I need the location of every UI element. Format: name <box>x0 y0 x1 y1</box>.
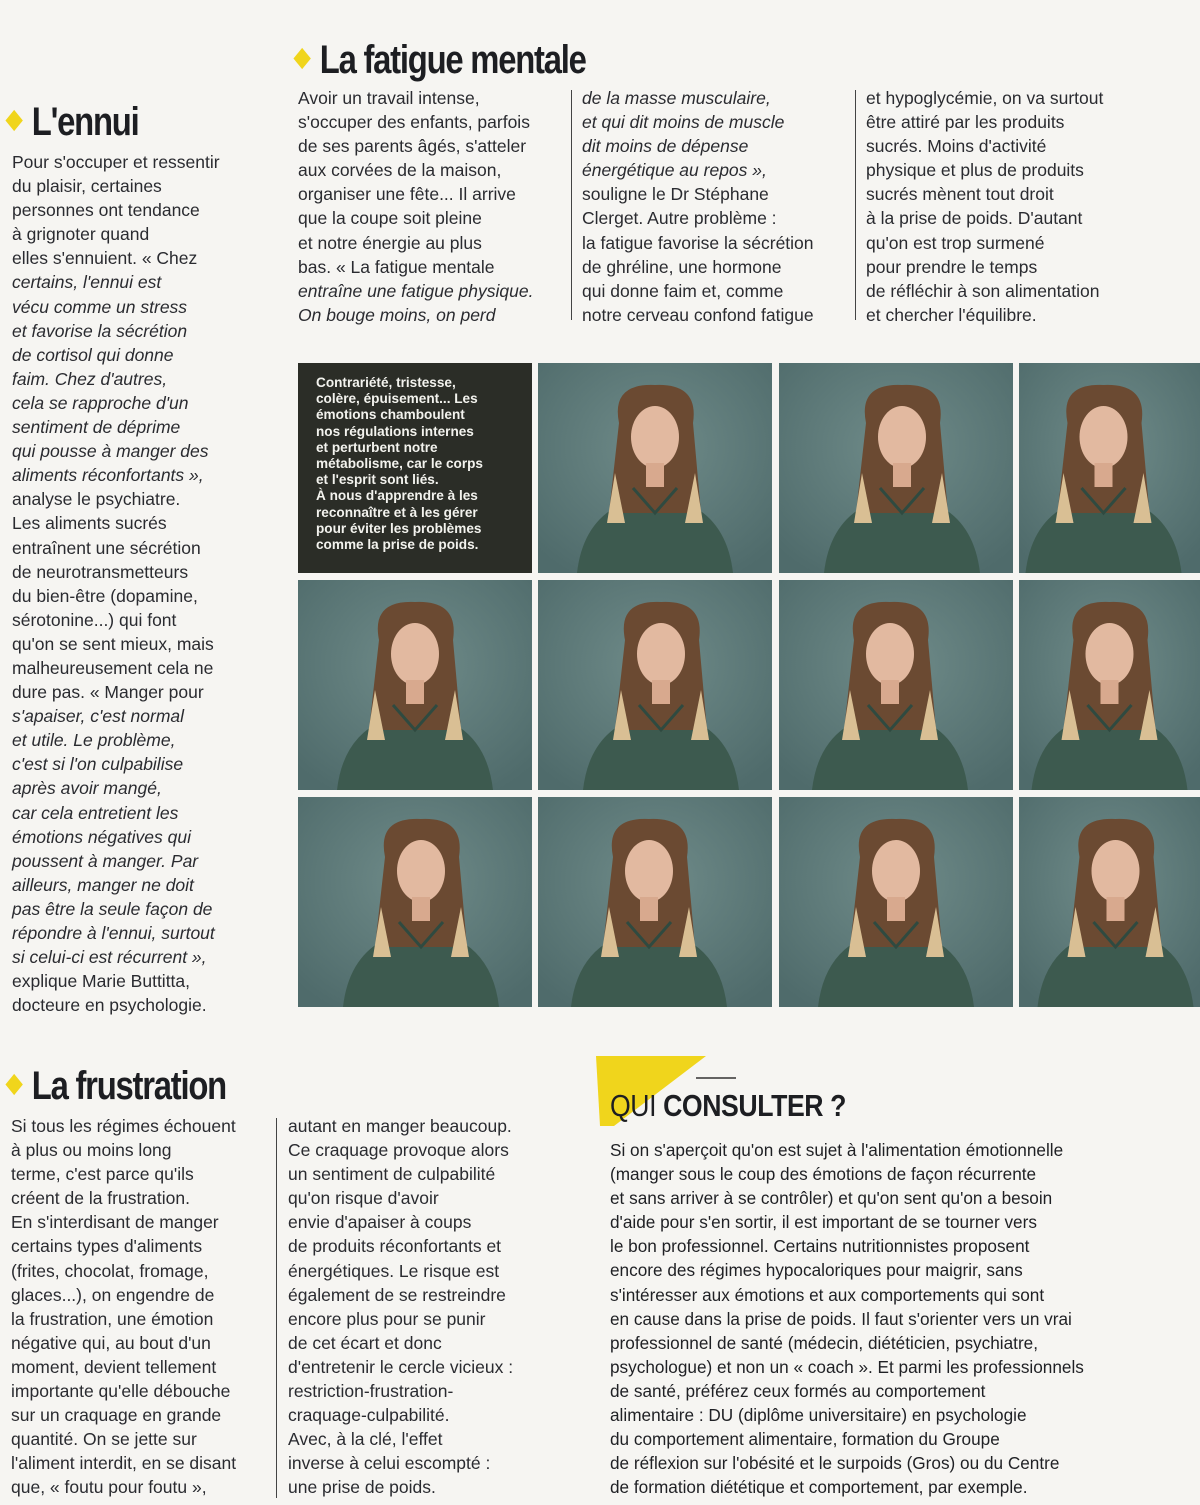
text-line: Si on s'aperçoit qu'on est sujet à l'alimentation émotionnelle <box>610 1140 1064 1160</box>
text-line: notre cerveau confond fatigue <box>582 304 814 325</box>
frustration-text-col2 <box>288 1114 513 1500</box>
text-line: Pour s'occuper et ressentir <box>12 152 220 172</box>
text-line: autant en manger beaucoup. <box>288 1116 512 1136</box>
text-line: Les aliments sucrés <box>12 513 167 534</box>
text-line: certains types d'aliments <box>11 1236 203 1257</box>
text-line: vécu comme un stress <box>12 296 188 317</box>
text-line: entraînent une sécrétion <box>12 537 201 558</box>
text-line: s'apaiser, c'est normal <box>12 706 185 727</box>
text-line: explique Marie Buttitta, <box>12 971 191 992</box>
text-line: qui pousse à manger des <box>12 441 209 462</box>
text-line: et sans arriver à se contrôler) et qu'on sent qu'on a besoin <box>610 1188 1053 1209</box>
text-line: la frustration, une émotion <box>11 1308 214 1329</box>
woman-portrait-photo <box>538 363 772 573</box>
woman-portrait-photo <box>1019 363 1200 573</box>
text-line: dit moins de dépense <box>582 136 749 157</box>
text-line: d'entretenir le cercle vicieux : <box>288 1356 514 1377</box>
text-line: sucrés mènent tout droit <box>866 184 1054 205</box>
text-line: la fatigue favorise la sécrétion <box>582 232 814 253</box>
caption-line: À nous d'apprendre à les <box>316 488 478 504</box>
text-line: négative qui, au bout d'un <box>11 1332 211 1353</box>
photo-caption <box>298 363 532 573</box>
diamond-bullet-icon <box>5 110 22 131</box>
caption-line: comme la prise de poids. <box>316 537 479 553</box>
text-line: car cela entretient les <box>12 802 179 823</box>
text-line: Avec, à la clé, l'effet <box>288 1429 443 1450</box>
caption-line: émotions chamboulent <box>316 407 465 423</box>
text-line: importante qu'elle débouche <box>11 1381 231 1402</box>
text-line: craquage-culpabilité. <box>288 1405 450 1426</box>
text-line: à la prise de poids. D'autant <box>866 208 1083 229</box>
fatigue-text-col3 <box>866 86 1103 327</box>
woman-portrait-photo <box>538 580 772 790</box>
text-line: et qui dit moins de muscle <box>582 112 785 133</box>
column-divider <box>276 1118 277 1498</box>
text-line: une prise de poids. <box>288 1477 436 1498</box>
text-line: d'aide pour s'en sortir, il est important de se tourner vers <box>610 1212 1037 1233</box>
text-line: entraîne une fatigue physique. <box>298 280 534 301</box>
text-line: qu'on risque d'avoir <box>288 1188 439 1209</box>
text-line: moment, devient tellement <box>11 1356 217 1377</box>
text-line: émotions négatives qui <box>12 826 191 847</box>
text-line: qu'on se sent mieux, mais <box>12 633 214 654</box>
caption-line: métabolisme, car le corps <box>316 456 483 472</box>
woman-portrait-photo <box>1019 580 1200 790</box>
text-line: s'occuper des enfants, parfois <box>298 112 530 133</box>
text-line: certains, l'ennui est <box>12 272 162 293</box>
text-line: sucrés. Moins d'activité <box>866 136 1047 157</box>
text-line: de cet écart et donc <box>288 1332 442 1353</box>
text-line: que, « foutu pour foutu », <box>11 1477 207 1498</box>
fatigue-text-col1 <box>298 86 533 327</box>
text-line: On bouge moins, on perd <box>298 304 496 325</box>
text-line: à grignoter quand <box>12 224 150 245</box>
text-line: de la masse musculaire, <box>582 88 771 108</box>
text-line: de cortisol qui donne <box>12 344 174 365</box>
text-line: c'est si l'on culpabilise <box>12 754 184 775</box>
text-line: si celui-ci est récurrent », <box>12 947 207 968</box>
text-line: que la coupe soit pleine <box>298 208 482 229</box>
text-line: de santé, préférez ceux formés au comportement <box>610 1380 986 1401</box>
diamond-bullet-icon <box>293 48 310 69</box>
fatigue-text-col2 <box>582 86 814 327</box>
text-line: qui donne faim et, comme <box>582 280 784 301</box>
text-line: Avoir un travail intense, <box>298 88 480 108</box>
text-line: sentiment de déprime <box>12 417 181 438</box>
caption-line: colère, épuisement... Les <box>316 391 478 407</box>
text-line: analyse le psychiatre. <box>12 489 181 510</box>
text-line: aux corvées de la maison, <box>298 160 502 181</box>
text-line: pas être la seule façon de <box>12 898 213 919</box>
text-line: de ghréline, une hormone <box>582 256 782 277</box>
text-line: et hypoglycémie, on va surtout <box>866 88 1104 108</box>
text-line: malheureusement cela ne <box>12 657 214 678</box>
text-line: encore plus pour se punir <box>288 1308 486 1329</box>
text-line: inverse à celui escompté : <box>288 1453 491 1474</box>
text-line: du comportement alimentaire, formation du Groupe <box>610 1429 1000 1450</box>
text-line: et chercher l'équilibre. <box>866 304 1037 325</box>
text-line: souligne le Dr Stéphane <box>582 184 769 205</box>
text-line: du bien-être (dopamine, <box>12 585 198 606</box>
consult-title: QUI CONSULTER ? <box>610 1088 846 1123</box>
text-line: glaces...), on engendre de <box>11 1284 215 1305</box>
text-line: énergétiques. Le risque est <box>288 1260 500 1281</box>
text-line: professionnel de santé (médecin, diététicien, psychiatre, <box>610 1332 1039 1353</box>
text-line: à plus ou moins long <box>11 1140 172 1161</box>
text-line: docteure en psychologie. <box>12 995 207 1016</box>
text-line: personnes ont tendance <box>12 200 200 221</box>
heading-ennui: L'ennui <box>8 100 138 145</box>
text-line: cela se rapproche d'un <box>12 392 189 413</box>
text-line: créent de la frustration. <box>11 1188 190 1209</box>
caption-line: et perturbent notre <box>316 439 438 455</box>
text-line: de produits réconfortants et <box>288 1236 502 1257</box>
text-line: Clerget. Autre problème : <box>582 208 777 229</box>
text-line: également de se restreindre <box>288 1284 506 1305</box>
text-line: qu'on est trop surmené <box>866 232 1045 253</box>
text-line: Si tous les régimes échouent <box>11 1116 236 1136</box>
text-line: de neurotransmetteurs <box>12 561 189 582</box>
text-line: quantité. On se jette sur <box>11 1429 197 1450</box>
ennui-text <box>12 150 220 1017</box>
text-line: aliments réconfortants », <box>12 465 204 486</box>
text-line: et utile. Le problème, <box>12 730 176 751</box>
text-line: le bon professionnel. Certains nutritionnistes proposent <box>610 1236 1030 1257</box>
text-line: en cause dans la prise de poids. Il faut s'orienter vers un vrai <box>610 1308 1072 1329</box>
text-line: de ses parents âgés, s'atteler <box>298 136 527 157</box>
text-line: être attiré par les produits <box>866 112 1065 133</box>
text-line: de réfléchir à son alimentation <box>866 280 1100 301</box>
text-line: (frites, chocolat, fromage, <box>11 1260 209 1281</box>
text-line: poussent à manger. Par <box>12 850 199 871</box>
text-line: restriction-frustration- <box>288 1381 454 1402</box>
text-line: physique et plus de produits <box>866 160 1084 181</box>
text-line: un sentiment de culpabilité <box>288 1164 496 1185</box>
consult-text <box>610 1138 1084 1499</box>
text-line: et favorise la sécrétion <box>12 320 188 341</box>
text-line: sérotonine...) qui font <box>12 609 177 630</box>
caption-line: reconnaître et à les gérer <box>316 504 478 520</box>
text-line: de formation diététique et comportement, par exemple. <box>610 1477 1028 1498</box>
text-line: alimentaire : DU (diplôme universitaire) en psychologie <box>610 1405 1027 1426</box>
caption-line: et l'esprit sont liés. <box>316 472 439 488</box>
text-line: du plaisir, certaines <box>12 176 162 197</box>
text-line: l'aliment interdit, en se disant <box>11 1453 237 1474</box>
text-line: pour prendre le temps <box>866 256 1038 277</box>
text-line: de réflexion sur l'obésité et le surpoids (Gros) ou du Centre <box>610 1453 1060 1474</box>
diamond-bullet-icon <box>5 1074 22 1095</box>
caption-line: pour éviter les problèmes <box>316 520 482 536</box>
text-line: En s'interdisant de manger <box>11 1212 219 1233</box>
woman-portrait-photo <box>779 363 1013 573</box>
text-line: et notre énergie au plus <box>298 232 482 253</box>
woman-portrait-photo <box>298 580 532 790</box>
text-line: sur un craquage en grande <box>11 1405 222 1426</box>
text-line: encore des régimes hypocaloriques pour maigrir, sans <box>610 1260 1023 1281</box>
woman-portrait-photo <box>779 580 1013 790</box>
text-line: faim. Chez d'autres, <box>12 368 168 389</box>
text-line: psychologue) et non un « coach ». Et parmi les professionnels <box>610 1356 1084 1377</box>
woman-portrait-photo <box>779 797 1013 1007</box>
heading-fatigue-mentale: La fatigue mentale <box>296 38 586 83</box>
heading-frustration: La frustration <box>8 1064 226 1109</box>
text-line: ailleurs, manger ne doit <box>12 874 194 895</box>
caption-line: nos régulations internes <box>316 423 474 439</box>
text-line: elles s'ennuient. « Chez <box>12 248 198 269</box>
text-line: dure pas. « Manger pour <box>12 682 204 703</box>
frustration-text-col1 <box>11 1114 236 1500</box>
woman-portrait-photo <box>298 797 532 1007</box>
caption-line: Contrariété, tristesse, <box>316 375 456 390</box>
woman-portrait-photo <box>538 797 772 1007</box>
text-line: bas. « La fatigue mentale <box>298 256 495 277</box>
text-line: organiser une fête... Il arrive <box>298 184 516 205</box>
text-line: Ce craquage provoque alors <box>288 1140 509 1161</box>
text-line: (manger sous le coup des émotions de façon récurrente <box>610 1164 1037 1185</box>
text-line: énergétique au repos », <box>582 160 767 181</box>
woman-portrait-photo <box>1019 797 1200 1007</box>
text-line: envie d'apaiser à coups <box>288 1212 472 1233</box>
text-line: répondre à l'ennui, surtout <box>12 923 215 943</box>
text-line: après avoir mangé, <box>12 778 162 799</box>
text-line: s'intéresser aux émotions et aux comportements qui sont <box>610 1284 1045 1305</box>
column-divider <box>571 90 572 320</box>
column-divider <box>855 90 856 320</box>
text-line: terme, c'est parce qu'ils <box>11 1164 194 1185</box>
